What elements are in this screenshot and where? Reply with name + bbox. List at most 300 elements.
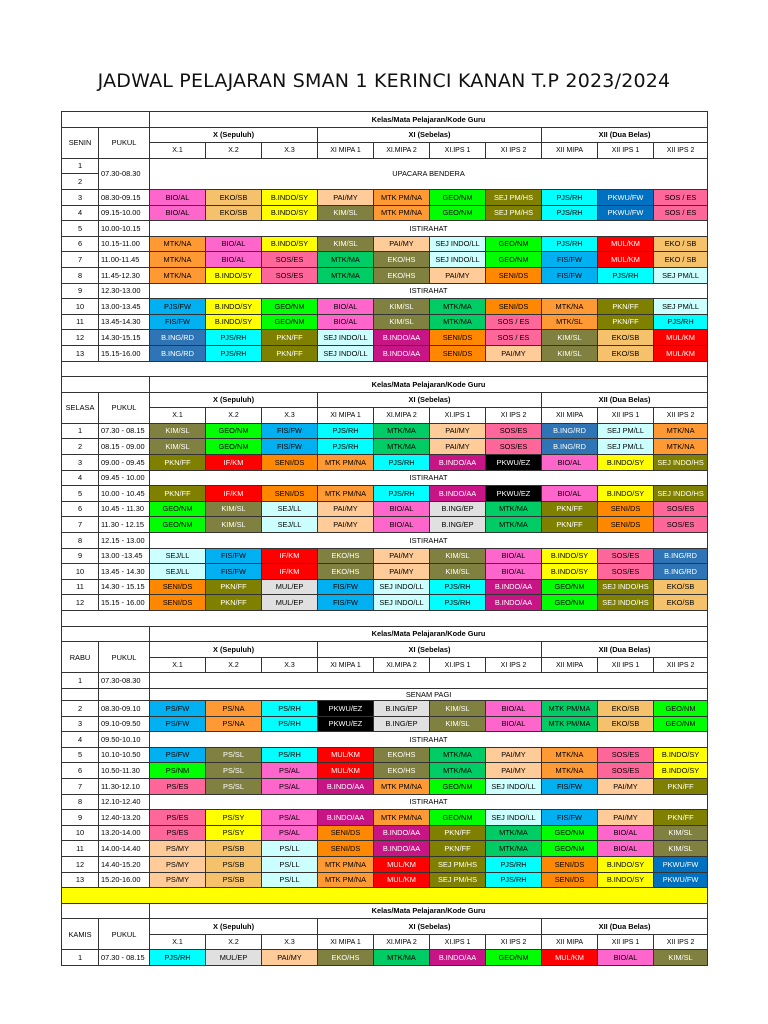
table-row xyxy=(62,934,708,950)
subject-cell: B.INDO/SY xyxy=(598,872,654,888)
table-row xyxy=(62,205,708,221)
period-time: 13.45-14.30 xyxy=(99,314,150,330)
group-title: Kelas/Mata Pelajaran/Kode Guru xyxy=(150,112,708,128)
table-row xyxy=(62,700,708,716)
period-number: 1 xyxy=(62,673,99,689)
subject-cell: KIM/SL xyxy=(654,825,708,841)
period-time: 12.15 - 13.00 xyxy=(99,533,150,549)
subject-cell: PAI/MY xyxy=(318,517,374,533)
grade-x-header: X (Sepuluh) xyxy=(150,392,318,408)
subject-cell: KIM/SL xyxy=(654,841,708,857)
subject-cell: GEO/NM xyxy=(542,825,598,841)
subject-cell: EKO/SB xyxy=(654,579,708,595)
pukul-header: PUKUL xyxy=(99,127,150,158)
period-number: 2 xyxy=(62,700,99,716)
subject-cell: PKWU/EZ xyxy=(318,700,374,716)
subject-cell: EKO/SB xyxy=(206,205,262,221)
class-header: XII IPS 1 xyxy=(598,657,654,673)
subject-cell: MTK/MA xyxy=(318,267,374,283)
subject-cell: PS/SY xyxy=(206,825,262,841)
subject-cell: B.INDO/SY xyxy=(262,236,318,252)
period-number: 11 xyxy=(62,579,99,595)
subject-cell: PKWU/FW xyxy=(598,205,654,221)
period-number xyxy=(62,688,99,700)
subject-cell: B.INDO/SY xyxy=(654,763,708,779)
subject-cell: PAI/MY xyxy=(318,189,374,205)
subject-cell: SOS/ES xyxy=(598,548,654,564)
subject-cell: B.ING/EP xyxy=(430,501,486,517)
subject-cell: PKWU/EZ xyxy=(486,455,542,471)
subject-cell: PAI/MY xyxy=(486,747,542,763)
class-header: X.3 xyxy=(262,657,318,673)
subject-cell: GEO/NM xyxy=(430,205,486,221)
subject-cell: PS/LL xyxy=(262,841,318,857)
subject-cell: SEJ PM/LL xyxy=(654,267,708,283)
table-row xyxy=(62,112,708,128)
subject-cell: MTK/NA xyxy=(150,252,206,268)
subject-cell: EKO/SB xyxy=(598,345,654,361)
subject-cell: EKO / SB xyxy=(654,236,708,252)
table-row xyxy=(62,299,708,315)
period-number: 7 xyxy=(62,252,99,268)
subject-cell: B.INDO/SY xyxy=(598,856,654,872)
subject-cell: MUL/EP xyxy=(262,579,318,595)
grade-xii-header: XII (Dua Belas) xyxy=(542,642,708,658)
subject-cell: SENI/DS xyxy=(598,517,654,533)
table-row xyxy=(62,486,708,502)
subject-cell: PJS/RH xyxy=(486,856,542,872)
period-note: SENAM PAGI xyxy=(150,688,708,700)
section-gap xyxy=(62,361,708,377)
period-note: ISTIRAHAT xyxy=(150,732,708,748)
subject-cell: MUL/KM xyxy=(598,236,654,252)
period-number: 9 xyxy=(62,283,99,299)
subject-cell: GEO/NM xyxy=(150,501,206,517)
subject-cell: B.ING/EP xyxy=(430,517,486,533)
subject-cell: SENI/DS xyxy=(598,501,654,517)
subject-cell: EKO/SB xyxy=(598,700,654,716)
subject-cell: FIS/FW xyxy=(262,423,318,439)
period-time: 08.30-09.15 xyxy=(99,189,150,205)
table-row xyxy=(62,252,708,268)
subject-cell: IF/KM xyxy=(262,564,318,580)
subject-cell: GEO/NM xyxy=(542,595,598,611)
period-number: 5 xyxy=(62,486,99,502)
period-time: 12.40-13.20 xyxy=(99,810,150,826)
subject-cell: IF/KM xyxy=(206,455,262,471)
subject-cell: SEJ PM/HS xyxy=(486,205,542,221)
subject-cell: GEO/NM xyxy=(486,252,542,268)
subject-cell: MTK/MA xyxy=(374,950,430,966)
period-number: 5 xyxy=(62,747,99,763)
subject-cell: PKN/FF xyxy=(430,825,486,841)
subject-cell: MTK/MA xyxy=(486,517,542,533)
subject-cell: B.ING/RD xyxy=(150,345,206,361)
table-row xyxy=(62,595,708,611)
subject-cell: PAI/MY xyxy=(374,236,430,252)
period-note: ISTIRAHAT xyxy=(150,533,708,549)
subject-cell: PJS/RH xyxy=(374,486,430,502)
subject-cell: PAI/MY xyxy=(598,778,654,794)
period-time: 07.30-08.30 xyxy=(99,673,150,689)
period-number: 11 xyxy=(62,314,99,330)
subject-cell: PKN/FF xyxy=(262,345,318,361)
subject-cell: SOS / ES xyxy=(486,330,542,346)
subject-cell: MUL/EP xyxy=(262,595,318,611)
subject-cell: SEJ/LL xyxy=(150,548,206,564)
subject-cell: SEJ PM/HS xyxy=(430,856,486,872)
period-number: 6 xyxy=(62,763,99,779)
subject-cell: SENI/DS xyxy=(150,579,206,595)
subject-cell: KIM/SL xyxy=(542,330,598,346)
subject-cell: PJS/RH xyxy=(318,423,374,439)
subject-cell: B.INDO/AA xyxy=(430,950,486,966)
subject-cell: SENI/DS xyxy=(542,872,598,888)
subject-cell: B.ING/RD xyxy=(654,548,708,564)
period-note xyxy=(150,673,708,689)
period-time: 11.30 - 12.15 xyxy=(99,517,150,533)
subject-cell: PKN/FF xyxy=(598,314,654,330)
subject-cell: SEJ PM/HS xyxy=(486,189,542,205)
subject-cell: SENI/DS xyxy=(430,345,486,361)
subject-cell: SEJ INDO/LL xyxy=(374,595,430,611)
period-number: 4 xyxy=(62,470,99,486)
subject-cell: SEJ INDO/LL xyxy=(318,330,374,346)
subject-cell: SEJ INDO/LL xyxy=(430,252,486,268)
subject-cell: EKO/HS xyxy=(374,252,430,268)
subject-cell: IF/KM xyxy=(206,486,262,502)
subject-cell: GEO/NM xyxy=(542,841,598,857)
subject-cell: B.INDO/SY xyxy=(206,314,262,330)
subject-cell: SENI/DS xyxy=(542,856,598,872)
subject-cell: B.INDO/SY xyxy=(262,189,318,205)
subject-cell: PKWU/FW xyxy=(654,872,708,888)
subject-cell: PJS/RH xyxy=(150,950,206,966)
table-row xyxy=(62,345,708,361)
subject-cell: BIO/AL xyxy=(486,716,542,732)
subject-cell: PKN/FF xyxy=(206,595,262,611)
subject-cell: BIO/AL xyxy=(206,236,262,252)
period-number: 5 xyxy=(62,221,99,237)
subject-cell: PKN/FF xyxy=(654,810,708,826)
subject-cell: PAI/MY xyxy=(430,267,486,283)
subject-cell: MTK PM/NA xyxy=(318,856,374,872)
subject-cell: GEO/NM xyxy=(150,517,206,533)
subject-cell: PS/NM xyxy=(150,763,206,779)
period-number: 8 xyxy=(62,794,99,810)
subject-cell: PS/FW xyxy=(150,747,206,763)
subject-cell: MTK/NA xyxy=(542,747,598,763)
subject-cell: GEO/NM xyxy=(430,778,486,794)
subject-cell: GEO/NM xyxy=(206,439,262,455)
period-time: 07.30 - 08.15 xyxy=(99,423,150,439)
subject-cell: EKO/SB xyxy=(206,189,262,205)
period-time: 13.20-14.00 xyxy=(99,825,150,841)
period-number: 12 xyxy=(62,595,99,611)
header-blank xyxy=(62,112,150,128)
period-number: 11 xyxy=(62,841,99,857)
grade-x-header: X (Sepuluh) xyxy=(150,642,318,658)
table-row xyxy=(62,517,708,533)
subject-cell: SEJ PM/LL xyxy=(654,299,708,315)
class-header: XI.IPS 1 xyxy=(430,657,486,673)
period-time: 10.45 - 11.30 xyxy=(99,501,150,517)
subject-cell: MTK PM/NA xyxy=(318,486,374,502)
period-time: 09.00 - 09.45 xyxy=(99,455,150,471)
subject-cell: SOS/ES xyxy=(598,564,654,580)
grade-x-header: X (Sepuluh) xyxy=(150,919,318,935)
subject-cell: EKO/SB xyxy=(598,330,654,346)
subject-cell: PKN/FF xyxy=(150,455,206,471)
subject-cell: PJS/FW xyxy=(150,299,206,315)
table-row xyxy=(62,564,708,580)
subject-cell: PS/ES xyxy=(150,810,206,826)
class-header: XI MIPA 1 xyxy=(318,934,374,950)
subject-cell: KIM/SL xyxy=(542,345,598,361)
subject-cell: SEJ INDO/LL xyxy=(374,579,430,595)
subject-cell: GEO/NM xyxy=(542,579,598,595)
subject-cell: PJS/RH xyxy=(206,330,262,346)
subject-cell: PS/SL xyxy=(206,778,262,794)
period-number: 8 xyxy=(62,267,99,283)
class-header: X.2 xyxy=(206,657,262,673)
period-note: ISTIRAHAT xyxy=(150,470,708,486)
subject-cell: PS/SB xyxy=(206,872,262,888)
subject-cell: MUL/KM xyxy=(318,763,374,779)
class-header: X.3 xyxy=(262,143,318,159)
subject-cell: EKO/HS xyxy=(318,564,374,580)
class-header: X.2 xyxy=(206,934,262,950)
subject-cell: BIO/AL xyxy=(486,700,542,716)
table-row xyxy=(62,423,708,439)
subject-cell: PJS/RH xyxy=(430,579,486,595)
subject-cell: PAI/MY xyxy=(598,810,654,826)
table-row xyxy=(62,763,708,779)
period-note: ISTIRAHAT xyxy=(150,283,708,299)
table-row xyxy=(62,548,708,564)
subject-cell: PS/SL xyxy=(206,747,262,763)
table-row xyxy=(62,657,708,673)
subject-cell: BIO/AL xyxy=(206,252,262,268)
subject-cell: B.INDO/AA xyxy=(318,778,374,794)
subject-cell: PJS/RH xyxy=(318,439,374,455)
class-header: XI IPS 2 xyxy=(486,934,542,950)
page-title: JADWAL PELAJARAN SMAN 1 KERINCI KANAN T.P 2023/2024 xyxy=(97,70,671,92)
table-row xyxy=(62,533,708,549)
subject-cell: GEO/NM xyxy=(430,810,486,826)
period-time: 07.30 - 08.15 xyxy=(99,950,150,966)
period-number: 9 xyxy=(62,810,99,826)
subject-cell: FIS/FW xyxy=(318,595,374,611)
table-row xyxy=(62,611,708,627)
table-row xyxy=(62,158,708,174)
subject-cell: SEJ INDO/LL xyxy=(486,810,542,826)
class-header: XII IPS 2 xyxy=(654,657,708,673)
subject-cell: GEO/NM xyxy=(654,716,708,732)
subject-cell: PS/AL xyxy=(262,778,318,794)
subject-cell: B.INDO/SY xyxy=(206,267,262,283)
subject-cell: PAI/MY xyxy=(486,763,542,779)
table-row xyxy=(62,688,708,700)
period-time: 15.20-16.00 xyxy=(99,872,150,888)
subject-cell: MUL/KM xyxy=(374,872,430,888)
subject-cell: PAI/MY xyxy=(318,501,374,517)
subject-cell: B.INDO/AA xyxy=(374,330,430,346)
subject-cell: PAI/MY xyxy=(430,423,486,439)
subject-cell: GEO/NM xyxy=(486,236,542,252)
subject-cell: MUL/KM xyxy=(374,856,430,872)
class-header: X.2 xyxy=(206,408,262,424)
subject-cell: MTK/NA xyxy=(150,236,206,252)
class-header: X.2 xyxy=(206,143,262,159)
subject-cell: BIO/AL xyxy=(598,825,654,841)
subject-cell: PS/NA xyxy=(206,716,262,732)
subject-cell: KIM/SL xyxy=(374,299,430,315)
period-number: 6 xyxy=(62,501,99,517)
subject-cell: KIM/SL xyxy=(150,439,206,455)
subject-cell: KIM/SL xyxy=(430,564,486,580)
pukul-header: PUKUL xyxy=(99,919,150,950)
table-row xyxy=(62,470,708,486)
class-header: XI.IPS 1 xyxy=(430,143,486,159)
subject-cell: B.INDO/SY xyxy=(206,299,262,315)
subject-cell: PS/SB xyxy=(206,841,262,857)
subject-cell: B.INDO/SY xyxy=(262,205,318,221)
subject-cell: PKN/FF xyxy=(430,841,486,857)
class-header: XI IPS 2 xyxy=(486,408,542,424)
period-time: 10.00-10.15 xyxy=(99,221,150,237)
subject-cell: KIM/SL xyxy=(374,314,430,330)
subject-cell: SOS/ES xyxy=(654,517,708,533)
grade-xi-header: XI (Sebelas) xyxy=(318,127,542,143)
subject-cell: MTK/MA xyxy=(430,763,486,779)
subject-cell: SENI/DS xyxy=(486,299,542,315)
subject-cell: SOS/ES xyxy=(598,747,654,763)
header-blank xyxy=(62,903,150,919)
subject-cell: MTK/NA xyxy=(150,267,206,283)
subject-cell: B.INDO/SY xyxy=(598,486,654,502)
subject-cell: SOS/ES xyxy=(486,423,542,439)
period-time: 14.00-14.40 xyxy=(99,841,150,857)
period-number: 1 xyxy=(62,158,99,174)
subject-cell: PAI/MY xyxy=(430,439,486,455)
subject-cell: SEJ INDO/LL xyxy=(318,345,374,361)
table-row xyxy=(62,439,708,455)
subject-cell: SENI/DS xyxy=(262,455,318,471)
period-time: 11.45-12.30 xyxy=(99,267,150,283)
subject-cell: SENI/DS xyxy=(318,825,374,841)
subject-cell: B.ING/RD xyxy=(654,564,708,580)
subject-cell: FIS/FW xyxy=(542,267,598,283)
subject-cell: BIO/AL xyxy=(318,299,374,315)
subject-cell: PJS/RH xyxy=(598,267,654,283)
subject-cell: PKWU/FW xyxy=(654,856,708,872)
table-row xyxy=(62,747,708,763)
subject-cell: BIO/AL xyxy=(598,841,654,857)
subject-cell: KIM/SL xyxy=(318,205,374,221)
class-header: XI IPS 2 xyxy=(486,143,542,159)
subject-cell: KIM/SL xyxy=(206,517,262,533)
subject-cell: SEJ INDO/HS xyxy=(654,455,708,471)
header-blank xyxy=(62,377,150,393)
section-gap xyxy=(62,611,708,627)
period-time: 13.00-13.45 xyxy=(99,299,150,315)
subject-cell: PS/RH xyxy=(262,747,318,763)
subject-cell: SOS / ES xyxy=(486,314,542,330)
class-header: XII IPS 1 xyxy=(598,408,654,424)
subject-cell: SEJ/LL xyxy=(262,517,318,533)
period-number: 4 xyxy=(62,732,99,748)
period-time: 14.40-15.20 xyxy=(99,856,150,872)
period-time: 10.15-11.00 xyxy=(99,236,150,252)
subject-cell: PS/RH xyxy=(262,716,318,732)
subject-cell: BIO/AL xyxy=(598,950,654,966)
subject-cell: BIO/AL xyxy=(318,314,374,330)
subject-cell: MTK/NA xyxy=(654,439,708,455)
class-header: XII IPS 2 xyxy=(654,408,708,424)
period-number: 12 xyxy=(62,330,99,346)
subject-cell: SENI/DS xyxy=(262,486,318,502)
subject-cell: PS/LL xyxy=(262,872,318,888)
class-header: XII MIPA xyxy=(542,408,598,424)
period-time xyxy=(99,688,150,700)
subject-cell: PS/LL xyxy=(262,856,318,872)
period-time: 11.30-12.10 xyxy=(99,778,150,794)
subject-cell: PS/FW xyxy=(150,700,206,716)
table-row xyxy=(62,127,708,143)
subject-cell: PKN/FF xyxy=(598,299,654,315)
period-number: 9 xyxy=(62,548,99,564)
class-header: XI.MIPA 2 xyxy=(374,143,430,159)
grade-xii-header: XII (Dua Belas) xyxy=(542,127,708,143)
subject-cell: MTK PM/NA xyxy=(374,189,430,205)
subject-cell: PS/NA xyxy=(206,700,262,716)
class-header: XII IPS 2 xyxy=(654,934,708,950)
class-header: XI.MIPA 2 xyxy=(374,934,430,950)
period-time: 12.30-13.00 xyxy=(99,283,150,299)
class-header: XI.IPS 1 xyxy=(430,934,486,950)
subject-cell: FIS/FW xyxy=(318,579,374,595)
subject-cell: SENI/DS xyxy=(150,595,206,611)
subject-cell: FIS/FW xyxy=(150,314,206,330)
subject-cell: PS/MY xyxy=(150,841,206,857)
day-name: SENIN xyxy=(62,127,99,158)
subject-cell: SEJ PM/LL xyxy=(598,423,654,439)
table-row xyxy=(62,189,708,205)
class-header: XII IPS 1 xyxy=(598,934,654,950)
table-row xyxy=(62,143,708,159)
subject-cell: FIS/FW xyxy=(542,810,598,826)
table-row xyxy=(62,501,708,517)
subject-cell: PAI/MY xyxy=(374,548,430,564)
period-time: 15.15-16.00 xyxy=(99,345,150,361)
subject-cell: BIO/AL xyxy=(150,189,206,205)
table-row xyxy=(62,673,708,689)
subject-cell: B.INDO/AA xyxy=(430,486,486,502)
subject-cell: SOS / ES xyxy=(654,189,708,205)
subject-cell: SENI/DS xyxy=(486,267,542,283)
table-row xyxy=(62,314,708,330)
subject-cell: SEJ INDO/LL xyxy=(486,778,542,794)
table-row xyxy=(62,794,708,810)
period-number: 10 xyxy=(62,299,99,315)
subject-cell: B.ING/EP xyxy=(374,700,430,716)
period-note: UPACARA BENDERA xyxy=(150,158,708,189)
table-row xyxy=(62,626,708,642)
subject-cell: PKN/FF xyxy=(150,486,206,502)
class-header: X.1 xyxy=(150,143,206,159)
table-row xyxy=(62,716,708,732)
